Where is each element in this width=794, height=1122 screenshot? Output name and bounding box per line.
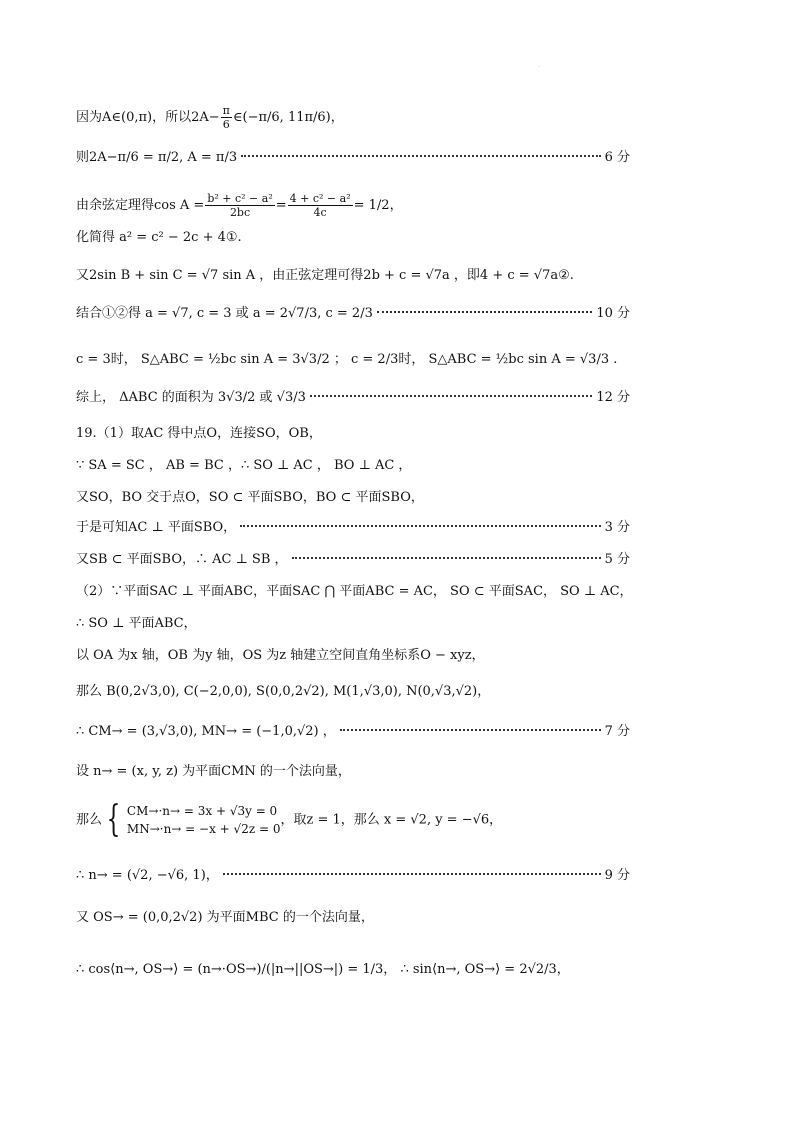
line-text: 由余弦定理得cos A = [76, 198, 205, 213]
line-text: 以 OA 为x 轴，OB 为y 轴，OS 为z 轴建立空间直角坐标系O − xyz， [76, 648, 485, 663]
line-text: ∵ SA = SC ， AB = BC ，∴ SO ⊥ AC ， BO ⊥ AC ， [76, 458, 412, 473]
equation-2: MN→·n→ = −x + √2z = 0 [126, 822, 281, 836]
score-mark: 6 分 [604, 150, 630, 165]
brace-icon: { [106, 799, 121, 840]
math-line-1 [76, 104, 630, 131]
line-text: 又 OS→ = (0,0,2√2) 为平面MBC 的一个法向量， [76, 910, 374, 925]
line-text: 因为A∈(0,π)，所以2A− [76, 110, 220, 125]
line-text: ∈(−π/6, 11π/6)， [232, 110, 344, 125]
math-line-5 [76, 266, 630, 286]
line-text: ∴ n→ = (√2, −√6, 1)， [76, 868, 219, 883]
score-mark: 3 分 [604, 520, 630, 535]
math-line-23 [76, 960, 630, 980]
score-mark: 10 分 [596, 306, 630, 321]
line-text: 于是可知AC ⊥ 平面SBO， [76, 520, 237, 535]
line-text: 那么 [76, 812, 103, 828]
score-mark: 5 分 [604, 552, 630, 567]
score-mark: 7 分 [604, 724, 630, 739]
fraction: $\frac{\pi}{6}$ [222, 104, 230, 131]
line-text: 19.（1）取AC 得中点O，连接SO，OB， [76, 426, 322, 441]
leader-dots [340, 729, 601, 731]
math-line-4 [76, 228, 630, 248]
math-line-12 [76, 518, 630, 538]
line-text: 又2sin B + sin C = √7 sin A ，由正弦定理可得2b + c = √7a ，即4 + c = √7a②. [76, 268, 574, 283]
math-line-2 [76, 148, 630, 168]
leader-dots [292, 557, 601, 559]
math-line-11 [76, 488, 630, 508]
math-line-8 [76, 388, 630, 408]
math-line-22 [76, 908, 630, 928]
math-line-19 [76, 762, 630, 782]
score-mark: 9 分 [604, 868, 630, 883]
leader-dots [377, 311, 592, 313]
math-line-14 [76, 582, 633, 602]
math-line-17 [76, 682, 630, 702]
line-text: 化简得 a² = c² − 2c + 4①. [76, 230, 242, 245]
line-text: = [275, 198, 287, 213]
equation-system [127, 802, 281, 838]
line-text: ∴ SO ⊥ 平面ABC， [76, 616, 197, 631]
line-text: = 1/2， [353, 198, 403, 213]
score-mark: 12 分 [596, 390, 630, 405]
line-text: 设 n→ = (x, y, z) 为平面CMN 的一个法向量， [76, 764, 351, 779]
math-line-7 [76, 350, 630, 370]
page-mark: · [538, 64, 540, 71]
math-line-13 [76, 550, 630, 570]
math-line-6 [76, 304, 630, 324]
line-text: 那么 B(0,2√3,0), C(−2,0,0), S(0,0,2√2), M(1,√3,0), N(0,√3,√2)， [76, 684, 491, 699]
math-line-3 [76, 192, 630, 219]
leader-dots [241, 155, 600, 157]
line-text: ∴ CM→ = (3,√3,0), MN→ = (−1,0,√2) ， [76, 724, 336, 739]
math-line-15 [76, 614, 630, 634]
line-text: 又SO，BO 交于点O，SO ⊂ 平面SBO，BO ⊂ 平面SBO， [76, 490, 424, 505]
math-line-21 [76, 866, 630, 886]
line-text: 则2A−π/6 = π/2, A = π/3 [76, 150, 238, 165]
leader-dots [310, 395, 592, 397]
leader-dots [240, 525, 600, 527]
line-text: 综上， ΔABC 的面积为 3√3/2 或 √3/3 [76, 390, 306, 405]
math-line-9 [76, 424, 630, 444]
fraction: $\frac{\text{b² + c² − a²}}{2bc}$ [207, 192, 273, 219]
line-text: 结合①②得 a = √7, c = 3 或 a = 2√7/3, c = 2/3 [76, 306, 373, 321]
fraction: $\frac{\text{4 + c² − a²}}{4c}$ [289, 192, 351, 219]
math-line-20 [76, 799, 630, 840]
math-line-16 [76, 646, 630, 666]
math-line-10 [76, 456, 630, 476]
line-text: c = 3时， S△ABC = ½bc sin A = 3√3/2 ； c = 2/3时， S△ABC = ½bc sin A = √3/3 . [76, 352, 618, 367]
equation-1: CM→·n→ = 3x + √3y = 0 [126, 804, 278, 818]
leader-dots [223, 873, 601, 875]
line-text: （2）∵平面SAC ⊥ 平面ABC，平面SAC ⋂ 平面ABC = AC， SO ⊂ 平面SAC， SO ⊥ AC， [76, 584, 633, 599]
line-text: 又SB ⊂ 平面SBO，∴ AC ⊥ SB ， [76, 552, 288, 567]
line-text: ，取z = 1，那么 x = √2, y = −√6， [280, 812, 503, 828]
line-text: ∴ cos⟨n→, OS→⟩ = (n→·OS→)/(|n→||OS→|) = 1/3， ∴ sin⟨n→, OS→⟩ = 2√2/3， [76, 962, 570, 977]
math-line-18 [76, 722, 630, 742]
